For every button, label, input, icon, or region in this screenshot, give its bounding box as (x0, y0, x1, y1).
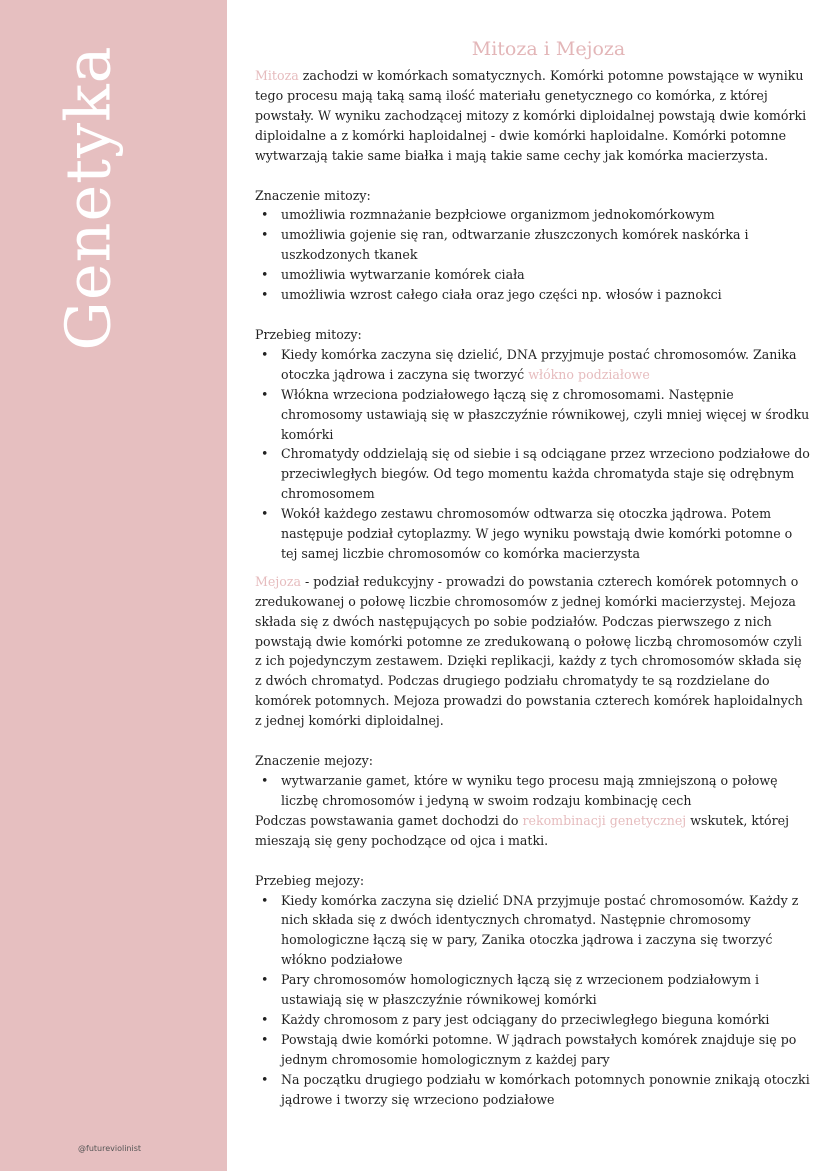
mejoza-znaczenie-heading: Znaczenie mejozy: (255, 753, 373, 769)
mejoza-znaczenie-list (255, 771, 810, 811)
mitoza-przebieg-list (255, 345, 810, 564)
list-item: • Pary chromosomów homologicznych łączą się z wrzecionem podziałowym i ustawiają się w płaszczyźnie równikowej komórki (281, 970, 810, 1010)
list-item: • umożliwia wytwarzanie komórek ciała (281, 265, 810, 285)
sidebar (0, 0, 227, 1171)
mejoza-przebieg-heading: Przebieg mejozy: (255, 872, 365, 888)
mejoza-przebieg-list (255, 891, 810, 1110)
mejoza-intro (255, 572, 810, 731)
page-title: Mitoza i Mejoza (471, 38, 626, 60)
list-item: • Kiedy komórka zaczyna się dzielić DNA przyjmuje postać chromosomów. Każdy z nich składa się z dwóch identycznych chromatyd. Następnie chromosomy homologiczne łączą się w pary, Zanika otoczka jądrowa i zaczyna się tworzyć włókno podziałowe (281, 891, 810, 971)
author-handle: @futureviolinist (78, 1144, 142, 1153)
rekombinacja-term: rekombinacji genetycznej (522, 812, 687, 828)
list-item: • Włókna wrzeciona podziałowego łączą się z chromosomami. Następnie chromosomy ustawiają się w płaszczyźnie równikowej, czyli mniej więcej w środku komórki (281, 385, 810, 445)
list-item-text: Kiedy komórka zaczyna się dzielić, DNA przyjmuje postać chromosomów. Zanika otoczka jądrowa i zaczyna się tworzyć (281, 346, 797, 382)
mitoza-przebieg-heading: Przebieg mitozy: (255, 326, 362, 342)
list-item: • Każdy chromosom z pary jest odciągany do przeciwległego bieguna komórki (281, 1010, 810, 1030)
mejoza-intro-text: - podział redukcyjny - prowadzi do powstania czterech komórek potomnych o zredukowanej o połowę liczbie chromosomów z jednej komórki macierzystej. Mejoza składa się z dwóch następujących po sobie podziałów. Podczas pierwszego z nich powstają dwie komórki potomne ze zredukowaną o połowę liczbą chromosomów czyli z ich pojedynczym zestawem. Dzięki replikacji, każdy z tych chromosomów składa się z dwóch chromatyd. Podczas drugiego podziału chromatydy te są rozdzielane do komórek potomnych. Mejoza prowadzi do powstania czterech komórek haploidalnych z jednej komórki diploidalnej. (255, 573, 803, 729)
list-item: • Na początku drugiego podziału w komórkach potomnych ponownie znikają otoczki jądrowe i tworzy się wrzeciono podziałowe (281, 1070, 810, 1110)
list-item: • wytwarzanie gamet, które w wyniku tego procesu mają zmniejszoną o połowę liczbę chromosomów i jedyną w swoim rodzaju kombinację cech (281, 771, 810, 811)
list-item: • Wokół każdego zestawu chromosomów odtwarza się otoczka jądrowa. Potem następuje podział cytoplazmy. W jego wyniku powstają dwie komórki potomne o tej samej liczbie chromosomów co komórka macierzysta (281, 504, 810, 564)
mitoza-intro (255, 66, 810, 166)
wlokno-podzialowe-term: włókno podziałowe (528, 366, 650, 382)
mitoza-term: Mitoza (255, 68, 299, 83)
list-item: • Powstają dwie komórki potomne. W jądrach powstałych komórek znajduje się po jednym chromosomie homologicznym z każdej pary (281, 1030, 810, 1070)
list-item: • umożliwia rozmnażanie bezpłciowe organizmom jednokomórkowym (281, 205, 810, 225)
mitoza-intro-text: zachodzi w komórkach somatycznych. Komórki potomne powstające w wyniku tego procesu mają taką samą ilość materiału genetycznego co komórka, z której powstały. W wyniku zachodzącej mitozy z komórki diploidalnej powstają dwie komórki diploidalne a z komórki haploidalnej - dwie komórki haploidalne. Komórki potomne wytwarzają takie same białka i mają takie same cechy jak komórka macierzysta. (255, 68, 807, 163)
mitoza-znaczenie-heading: Znaczenie mitozy: (255, 187, 371, 203)
mitoza-znaczenie-list (255, 205, 810, 305)
rekombinacja-paragraph (255, 811, 810, 851)
list-item (281, 345, 810, 385)
list-item: • umożliwia wzrost całego ciała oraz jego części np. włosów i paznokci (281, 285, 810, 305)
rekombinacja-before: Podczas powstawania gamet dochodzi do (255, 812, 523, 828)
content (255, 36, 810, 1110)
sidebar-title: Genetyka (51, 45, 125, 351)
mejoza-term: Mejoza (255, 573, 301, 589)
list-item: • Chromatydy oddzielają się od siebie i są odciągane przez wrzeciono podziałowe do przeciwległych biegów. Od tego momentu każda chromatyda staje się odrębnym chromosomem (281, 444, 810, 504)
rekombinacja-after: wskutek, której mieszają się geny pochodzące od ojca i matki. (255, 812, 790, 848)
list-item: • umożliwia gojenie się ran, odtwarzanie złuszczonych komórek naskórka i uszkodzonych tkanek (281, 225, 810, 265)
